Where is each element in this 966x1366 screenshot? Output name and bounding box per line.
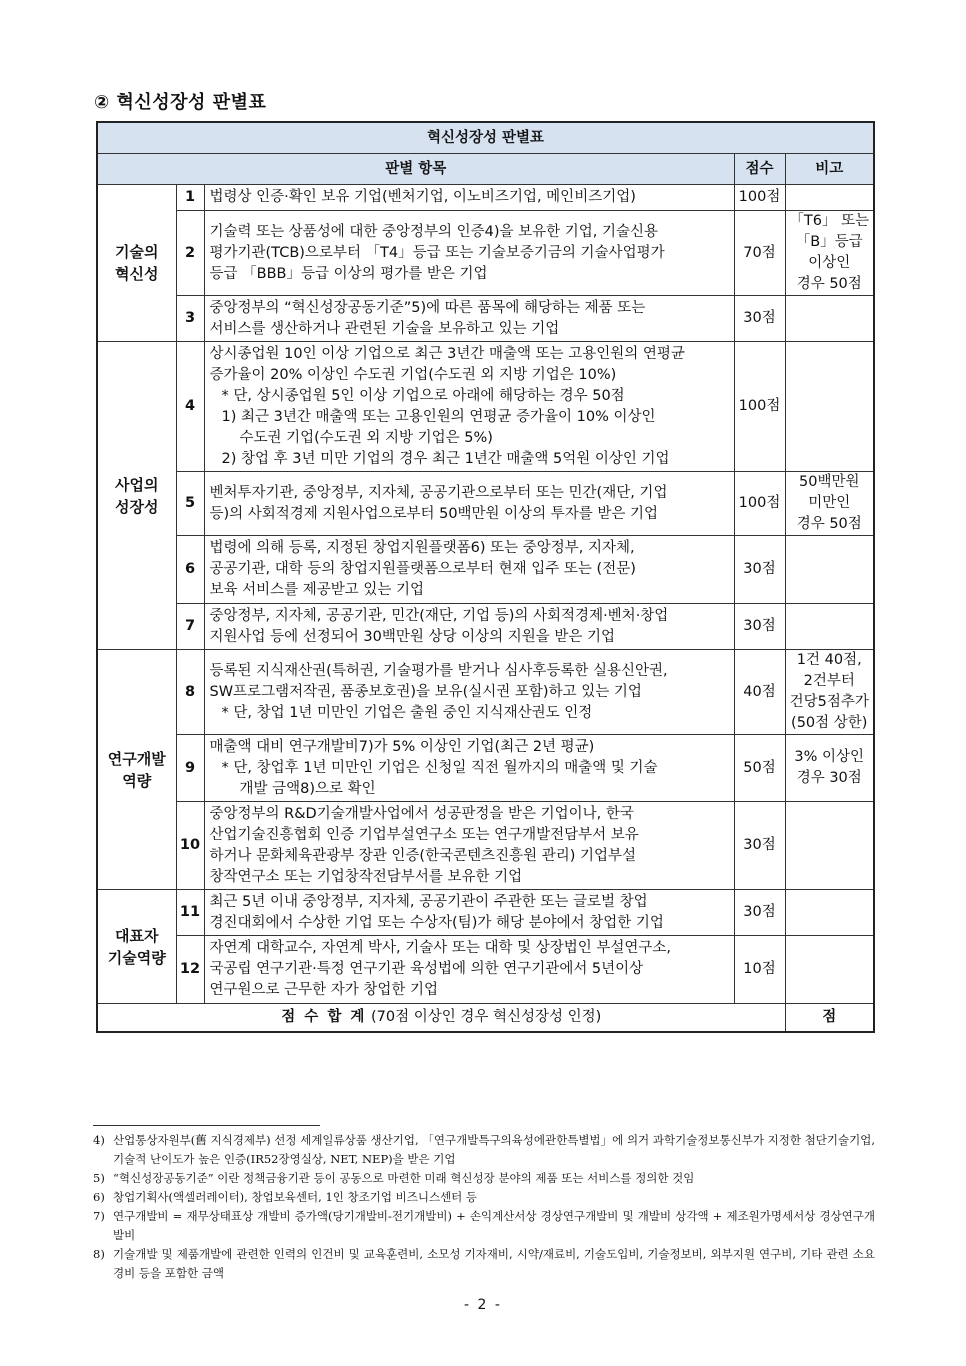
row-score: 30점 [734,802,785,890]
row-number: 10 [176,802,204,890]
description-line: 상시종업원 10인 이상 기업으로 최근 3년간 매출액 또는 고용인원의 연평균 [209,345,685,362]
footnote [93,1131,875,1169]
table-row [97,211,874,296]
footnote-text: 기술개발 및 제품개발에 관련한 인력의 인건비 및 교육훈련비, 소모성 기자재비, 시약/재료비, 기술도입비, 기술정보비, 외부지원 연구비, 기타 관련 소요경비 등을 포함한 금액 [113,1247,875,1280]
table-row [97,604,874,650]
innovation-growth-table [96,121,875,1033]
description-line: 창작연구소 또는 기업창작전담부서를 보유한 기업 [209,868,523,885]
category-label: 역량 [122,771,152,790]
category-cell [97,650,176,890]
row-score: 100점 [734,342,785,472]
footnote-number: 4) [93,1133,105,1147]
row-description [204,890,734,936]
row-note [785,650,874,735]
footnote [93,1245,875,1283]
note-line: 미만인 [808,495,851,511]
row-number: 11 [176,890,204,936]
category-cell [97,342,176,650]
category-label: 혁신성 [115,265,159,283]
row-description [204,185,734,211]
row-description [204,536,734,604]
row-note [785,472,874,536]
table-row [97,296,874,342]
row-description [204,296,734,342]
footnote [93,1188,875,1207]
footnote-divider [93,1125,320,1126]
row-description [204,472,734,536]
row-number: 5 [176,472,204,536]
category-label: 사업의 [115,475,159,494]
row-description [204,802,734,890]
footnote-text: 창업기획사(액셀러레이터), 창업보육센터, 1인 창조기업 비즈니스센터 등 [113,1190,478,1204]
table-row [97,342,874,472]
footnote-number: 5) [93,1171,105,1185]
row-number: 3 [176,296,204,342]
total-row [97,1004,874,1032]
row-note [785,211,874,296]
section-title: ② 혁신성장성 판별표 [94,92,267,113]
table-row [97,472,874,536]
row-description [204,604,734,650]
header-note: 비고 [785,154,874,185]
footnotes [93,1131,875,1283]
page-number: - 2 - [464,1297,502,1313]
footnote-text: 산업통상자원부(舊 지식경제부) 선정 세계일류상품 생산기업, 「연구개발특구의육성에관한특별법」에 의거 과학기술정보통신부가 지정한 첨단기술기업, 기술적 난이도가 높은 인증(IR52장영실상, NET, NEP)을 받은 기업 [113,1133,875,1166]
row-description [204,650,734,735]
category-cell [97,890,176,1004]
total-title: 점 수 합 계 [281,1008,367,1025]
row-score: 100점 [734,472,785,536]
description-line: 중앙정부의 “혁신성장공동기준”5)에 따른 품목에 해당하는 제품 또는 [209,299,646,316]
row-score: 40점 [734,650,785,735]
category-label: 기술의 [115,243,159,261]
note-line: 「B」등급 [795,234,863,250]
description-line: * 단, 창업후 1년 미만인 기업은 신청일 직전 월까지의 매출액 및 기술 [221,759,658,776]
description-line: 1) 최근 3년간 매출액 또는 고용인원의 연평균 증가율이 10% 이상인 [221,408,656,425]
description-line: 지원사업 등에 선정되어 30백만원 상당 이상의 지원을 받은 기업 [209,628,615,645]
note-line: 50백만원 [799,474,860,490]
description-line: 등급 「BBB」등급 이상의 평가를 받은 기업 [209,265,488,282]
description-line: 연구원으로 근무한 자가 창업한 기업 [209,982,439,998]
table-row [97,650,874,735]
table-row [97,936,874,1004]
row-description [204,735,734,802]
table-row [97,802,874,890]
category-label: 연구개발 [107,749,166,768]
header-item: 판별 항목 [97,154,734,185]
footnote-number: 7) [93,1209,105,1223]
category-cell [97,185,176,342]
table-row [97,536,874,604]
note-line: 경우 30점 [796,770,862,786]
row-description [204,342,734,472]
row-note [785,890,874,936]
description-line: 수도권 기업(수도권 외 지방 기업은 5%) [239,429,493,446]
row-score: 10점 [734,936,785,1004]
footnote-text: 연구개발비 = 재무상태표상 개발비 증가액(당기개발비-전기개발비) + 손익계산서상 경상연구개발비 및 개발비 상각액 + 제조원가명세서상 경상연구개발비 [113,1209,875,1242]
table-row [97,735,874,802]
row-number: 4 [176,342,204,472]
row-score: 30점 [734,296,785,342]
total-condition: (70점 이상인 경우 혁신성장성 인정) [371,1008,602,1025]
description-line: 중앙정부, 지자체, 공공기관, 민간(재단, 기업 등)의 사회적경제·벤처·창업 [209,607,669,624]
description-line: 서비스를 생산하거나 관련된 기술을 보유하고 있는 기업 [209,320,560,337]
row-note [785,735,874,802]
category-label: 기술역량 [107,948,166,967]
row-description [204,211,734,296]
total-label [97,1004,785,1032]
row-note [785,296,874,342]
description-line: 법령에 의해 등록, 지정된 창업지원플랫폼6) 또는 중앙정부, 지자체, [209,540,635,556]
footnote-text: “혁신성장공동기준” 이란 정책금융기관 등이 공동으로 마련한 미래 혁신성장 분야의 제품 또는 서비스를 정의한 것임 [113,1171,695,1185]
description-line: * 단, 창업 1년 미만인 기업은 출원 중인 지식재산권도 인정 [221,704,593,721]
description-line: * 단, 상시종업원 5인 이상 기업으로 아래에 해당하는 경우 50점 [221,387,625,404]
row-score: 30점 [734,890,785,936]
footnote-number: 8) [93,1247,105,1261]
description-line: 산업기술진흥협회 인증 기업부설연구소 또는 연구개발전담부서 보유 [209,826,639,843]
note-line: 경우 50점 [796,516,862,532]
footnote [93,1169,875,1188]
note-line: 2건부터 [803,673,855,689]
row-description [204,936,734,1004]
description-line: 개발 금액8)으로 확인 [239,780,376,797]
row-score: 50점 [734,735,785,802]
note-line: 경우 50점 [796,276,862,292]
description-line: 등록된 지식재산권(특허권, 기술평가를 받거나 심사후등록한 실용신안권, [209,662,668,679]
description-line: 국공립 연구기관·특정 연구기관 육성법에 의한 연구기관에서 5년이상 [209,961,644,977]
description-line: 자연계 대학교수, 자연계 박사, 기술사 또는 대학 및 상장법인 부설연구소, [209,940,672,956]
row-score: 30점 [734,536,785,604]
description-line: 하거나 문화체육관광부 장관 인증(한국콘텐츠진흥원 관리) 기업부설 [209,847,637,864]
footnote-number: 6) [93,1190,105,1204]
row-number: 12 [176,936,204,1004]
note-line: 3% 이상인 [794,749,865,765]
row-number: 9 [176,735,204,802]
row-note [785,604,874,650]
table-row [97,890,874,936]
description-line: 보육 서비스를 제공받고 있는 기업 [209,582,425,598]
description-line: 벤처투자기관, 중앙정부, 지자체, 공공기관으로부터 또는 민간(재단, 기업 [209,484,668,501]
footnote [93,1207,875,1245]
description-line: 중앙정부의 R&D기술개발사업에서 성공판정을 받은 기업이나, 한국 [209,805,634,822]
table-caption: 혁신성장성 판별표 [97,122,874,154]
description-line: 법령상 인증·확인 보유 기업(벤처기업, 이노비즈기업, 메인비즈기업) [209,189,636,205]
category-label: 대표자 [115,926,159,945]
note-line: 1건 40점, [796,652,862,668]
description-line: 최근 5년 이내 중앙정부, 지자체, 공공기관이 주관한 또는 글로벌 창업 [209,893,648,910]
note-line: 이상인 [808,255,851,271]
row-score: 100점 [734,185,785,211]
description-line: 2) 창업 후 3년 미만 기업의 경우 최근 1년간 매출액 5억원 이상인 기업 [221,450,670,467]
row-note [785,342,874,472]
row-number: 8 [176,650,204,735]
note-line: (50점 상한) [791,715,868,731]
row-note [785,936,874,1004]
description-line: 공공기관, 대학 등의 창업지원플랫폼으로부터 현재 입주 또는 (전문) [209,561,636,577]
description-line: SW프로그램저작권, 품종보호권)을 보유(실시권 포함)하고 있는 기업 [209,683,642,700]
row-number: 7 [176,604,204,650]
note-line: 건당5점추가 [789,694,869,710]
total-unit: 점 [785,1004,874,1032]
row-note [785,185,874,211]
row-score: 70점 [734,211,785,296]
description-line: 경진대회에서 수상한 기업 또는 수상자(팀)가 해당 분야에서 창업한 기업 [209,914,664,931]
description-line: 평가기관(TCB)으로부터 「T4」등급 또는 기술보증기금의 기술사업평가 [209,244,665,261]
table-row [97,185,874,211]
row-number: 1 [176,185,204,211]
row-score: 30점 [734,604,785,650]
header-score: 점수 [734,154,785,185]
description-line: 등)의 사회적경제 지원사업으로부터 50백만원 이상의 투자를 받은 기업 [209,505,659,522]
row-number: 2 [176,211,204,296]
note-line: 「T6」 또는 [789,213,870,229]
description-line: 증가율이 20% 이상인 수도권 기업(수도권 외 지방 기업은 10%) [209,366,617,383]
row-number: 6 [176,536,204,604]
row-note [785,536,874,604]
description-line: 기술력 또는 상품성에 대한 중앙정부의 인증4)을 보유한 기업, 기술신용 [209,223,659,240]
description-line: 매출액 대비 연구개발비7)가 5% 이상인 기업(최근 2년 평균) [209,738,595,755]
category-label: 성장성 [115,497,159,516]
row-note [785,802,874,890]
